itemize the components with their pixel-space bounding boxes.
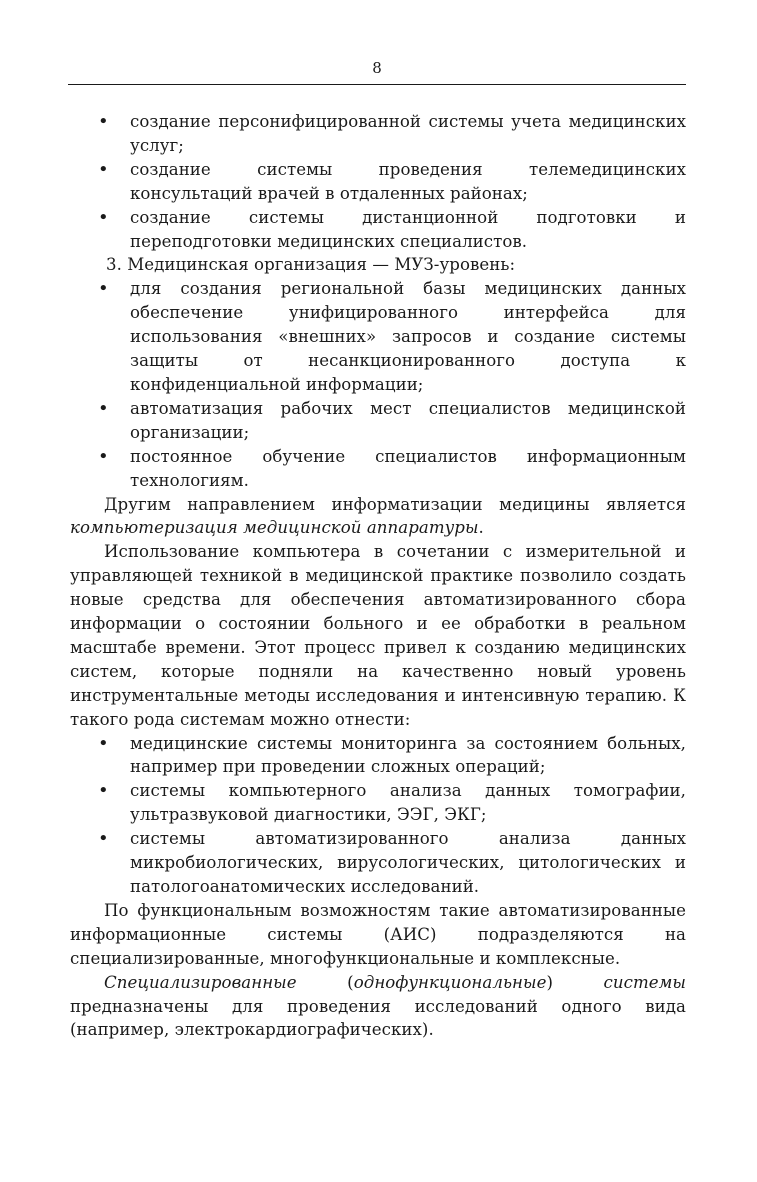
bullet-icon: •	[98, 828, 109, 850]
bullet-icon: •	[98, 397, 109, 419]
bullet-list-1	[70, 110, 686, 253]
list-item-text: постоянное обучение специалистов информационным технологиям.	[130, 446, 686, 490]
paragraph-text: .	[478, 518, 484, 538]
paragraph-text: Другим направлением информатизации медицины является	[104, 494, 686, 514]
bullet-list-2	[70, 277, 686, 492]
page-body	[70, 110, 686, 1042]
paragraph-emphasis: системы	[603, 972, 686, 992]
list-item	[70, 206, 686, 254]
list-item-text: системы автоматизированного анализа данных микробиологических, вирусологических, цитологических и патологоанатомических исследований.	[130, 829, 686, 896]
bullet-icon: •	[98, 445, 109, 467]
bullet-icon: •	[98, 732, 109, 754]
paragraph-emphasis: однофункциональные	[353, 972, 547, 992]
bullet-icon: •	[98, 158, 109, 180]
list-item	[70, 158, 686, 206]
header-divider	[68, 84, 686, 85]
list-item-text: автоматизация рабочих мест специалистов медицинской организации;	[130, 398, 686, 442]
list-item-text: для создания региональной базы медицинских данных обеспечение унифицированного интерфейса для использования «внешних» запросов и создание системы защиты от несанкционированного доступа к конфиденциальной информации;	[130, 279, 686, 394]
paragraph-3: По функциональным возможностям такие автоматизированные информационные системы (АИС) подразделяются на специализированные, многофункциональные и комплексные.	[70, 900, 686, 968]
bullet-icon: •	[98, 206, 109, 228]
list-item	[70, 110, 686, 158]
list-item	[70, 445, 686, 493]
paragraph-emphasis: компьютеризация медицинской аппаратуры	[70, 518, 479, 538]
list-item	[70, 732, 686, 780]
list-item-text: создание системы проведения телемедицинских консультаций врачей в отдаленных районах;	[130, 159, 686, 203]
paragraph-text: предназначены для проведения исследований одного вида (например, электрокардиографических).	[70, 996, 686, 1040]
list-item-text: системы компьютерного анализа данных томографии, ультразвуковой диагностики, ЭЭГ, ЭКГ;	[130, 781, 686, 825]
paragraph-1	[70, 493, 686, 541]
bullet-icon: •	[98, 278, 109, 300]
list-item	[70, 827, 686, 899]
list-item-text: создание системы дистанционной подготовки и переподготовки медицинских специалистов.	[130, 207, 686, 251]
list-item	[70, 779, 686, 827]
bullet-icon: •	[98, 780, 109, 802]
list-item-text: создание персонифицированной системы учета медицинских услуг;	[130, 112, 686, 155]
paragraph-text: )	[546, 972, 604, 992]
page-number: 8	[372, 59, 382, 77]
paragraph-2: Использование компьютера в сочетании с измерительной и управляющей техникой в медицинской практике позволило создать новые средства для обеспечения автоматизированного сбора информации о состоянии больного и ее обработки в реальном масштабе времени. Этот процесс привел к созданию медицинских систем, которые подняли на качественно новый уровень инструментальные методы исследования и интенсивную терапию. К такого рода системам можно отнести:	[70, 542, 686, 729]
paragraph-text: (	[296, 972, 354, 992]
paragraph-4	[70, 971, 686, 1043]
numbered-item: 3. Медицинская организация — МУЗ-уровень:	[106, 255, 516, 275]
list-item-text: медицинские системы мониторинга за состоянием больных, например при проведении сложных операций;	[130, 733, 686, 777]
bullet-icon: •	[98, 111, 109, 132]
list-item	[70, 277, 686, 397]
paragraph-emphasis: Специализированные	[104, 972, 297, 992]
bullet-list-3	[70, 732, 686, 899]
list-item	[70, 397, 686, 445]
